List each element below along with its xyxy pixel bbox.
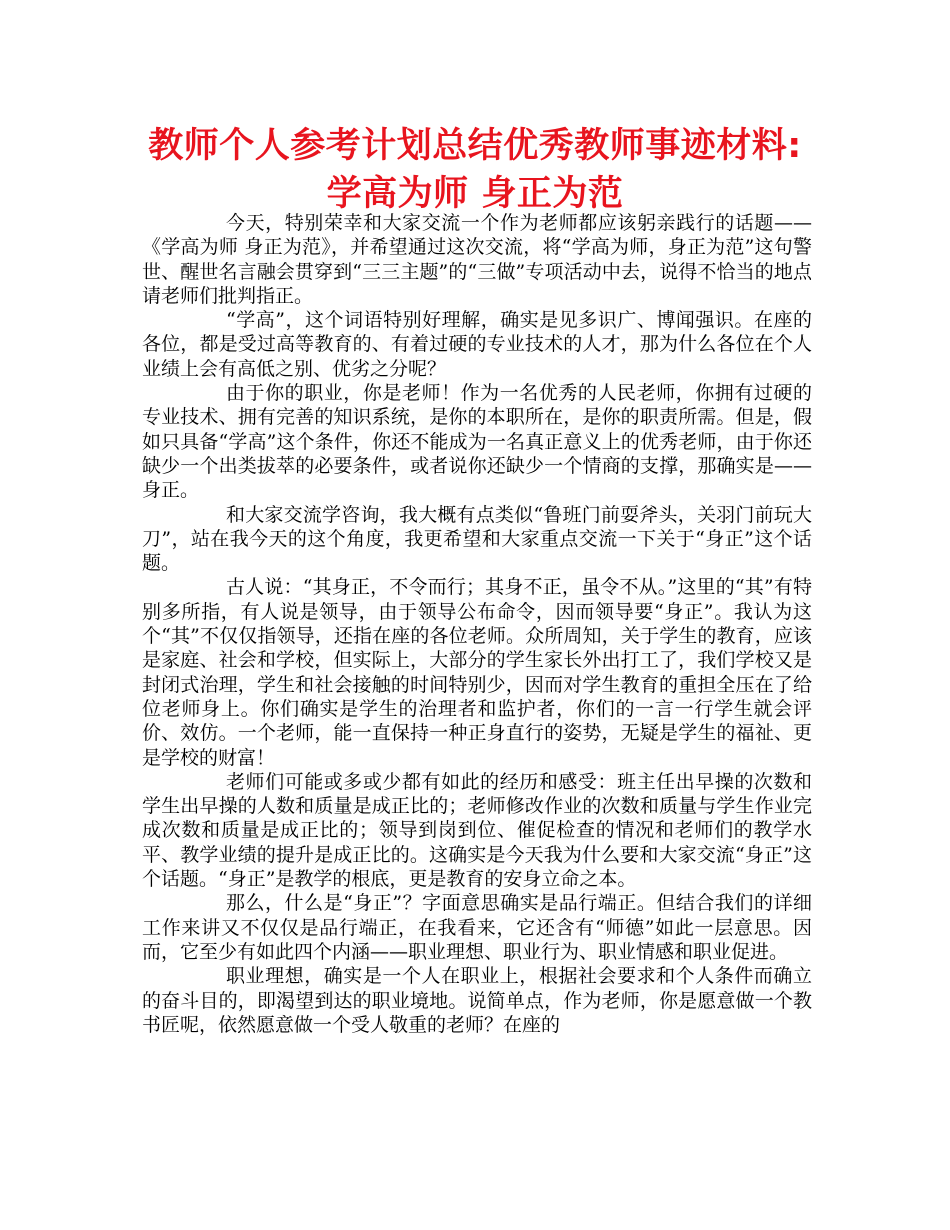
paragraph: 和大家交流学咨询，我大概有点类似“鲁班门前耍斧头，关羽门前玩大刀”，站在我今天的这个角度，我更希望和大家重点交流一下关于“身正”这个话题。 bbox=[142, 503, 812, 575]
paragraph: 由于你的职业，你是老师！作为一名优秀的人民老师，你拥有过硬的专业技术、拥有完善的知识系统，是你的本职所在，是你的职责所需。但是，假如只具备“学高”这个条件，你还不能成为一名真正意义上的优秀老师，由于你还缺少一个出类拔萃的必要条件，或者说你还缺少一个情商的支撑，那确实是——身正。 bbox=[142, 382, 812, 502]
paragraph: 老师们可能或多或少都有如此的经历和感受：班主任出早操的次数和学生出早操的人数和质量是成正比的；老师修改作业的次数和质量与学生作业完成次数和质量是成正比的；领导到岗到位、催促检查的情况和老师们的教学水平、教学业绩的提升是成正比的。这确实是今天我为什么要和大家交流“身正”这个话题。“身正”是教学的根底，更是教育的安身立命之本。 bbox=[142, 770, 812, 891]
paragraph: 古人说：“其身正，不令而行；其身不正，虽令不从。”这里的“其”有特别多所指，有人说是领导，由于领导公布命令，因而领导要“身正”。我认为这个“其”不仅仅指领导，还指在座的各位老师。众所周知，关于学生的教育，应该是家庭、社会和学校，但实际上，大部分的学生家长外出打工了，我们学校又是封闭式治理，学生和社会接触的时间特别少，因而对学生教育的重担全压在了给位老师身上。你们确实是学生的治理者和监护者，你们的一言一行学生就会评价、效仿。一个老师，能一直保持一种正身直行的姿势，无疑是学生的福祉、更是学校的财富！ bbox=[142, 576, 812, 769]
document-body bbox=[142, 211, 812, 1037]
title-line-2: 学高为师 身正为范 bbox=[326, 174, 624, 214]
paragraph: “学高”，这个词语特别好理解，确实是见多识广、博闻强识。在座的各位，都是受过高等教育的、有着过硬的专业技术的人才，那为什么各位在个人业绩上会有高低之别、优劣之分呢？ bbox=[142, 309, 812, 380]
paragraph: 职业理想，确实是一个人在职业上，根据社会要求和个人条件而确立的奋斗目的，即渴望到达的职业境地。说简单点，作为老师，你是愿意做一个教书匠呢，依然愿意做一个受人敬重的老师？在座的 bbox=[142, 965, 812, 1036]
paragraph: 今天，特别荣幸和大家交流一个作为老师都应该躬亲践行的话题——《学高为师 身正为范》，并希望通过这次交流，将“学高为师，身正为范”这句警世、醒世名言融会贯穿到“三三主题”的“三做”专项活动中去，说得不恰当的地点请老师们批判指正。 bbox=[142, 212, 812, 307]
document-title bbox=[100, 122, 850, 218]
paragraph: 那么，什么是“身正”？字面意思确实是品行端正。但结合我们的详细工作来讲又不仅仅是品行端正，在我看来，它还含有“师德”如此一层意思。因而，它至少有如此四个内涵——职业理想、职业行为、职业情感和职业促进。 bbox=[142, 892, 812, 963]
title-line-1: 教师个人参考计划总结优秀教师事迹材料: bbox=[148, 126, 802, 166]
